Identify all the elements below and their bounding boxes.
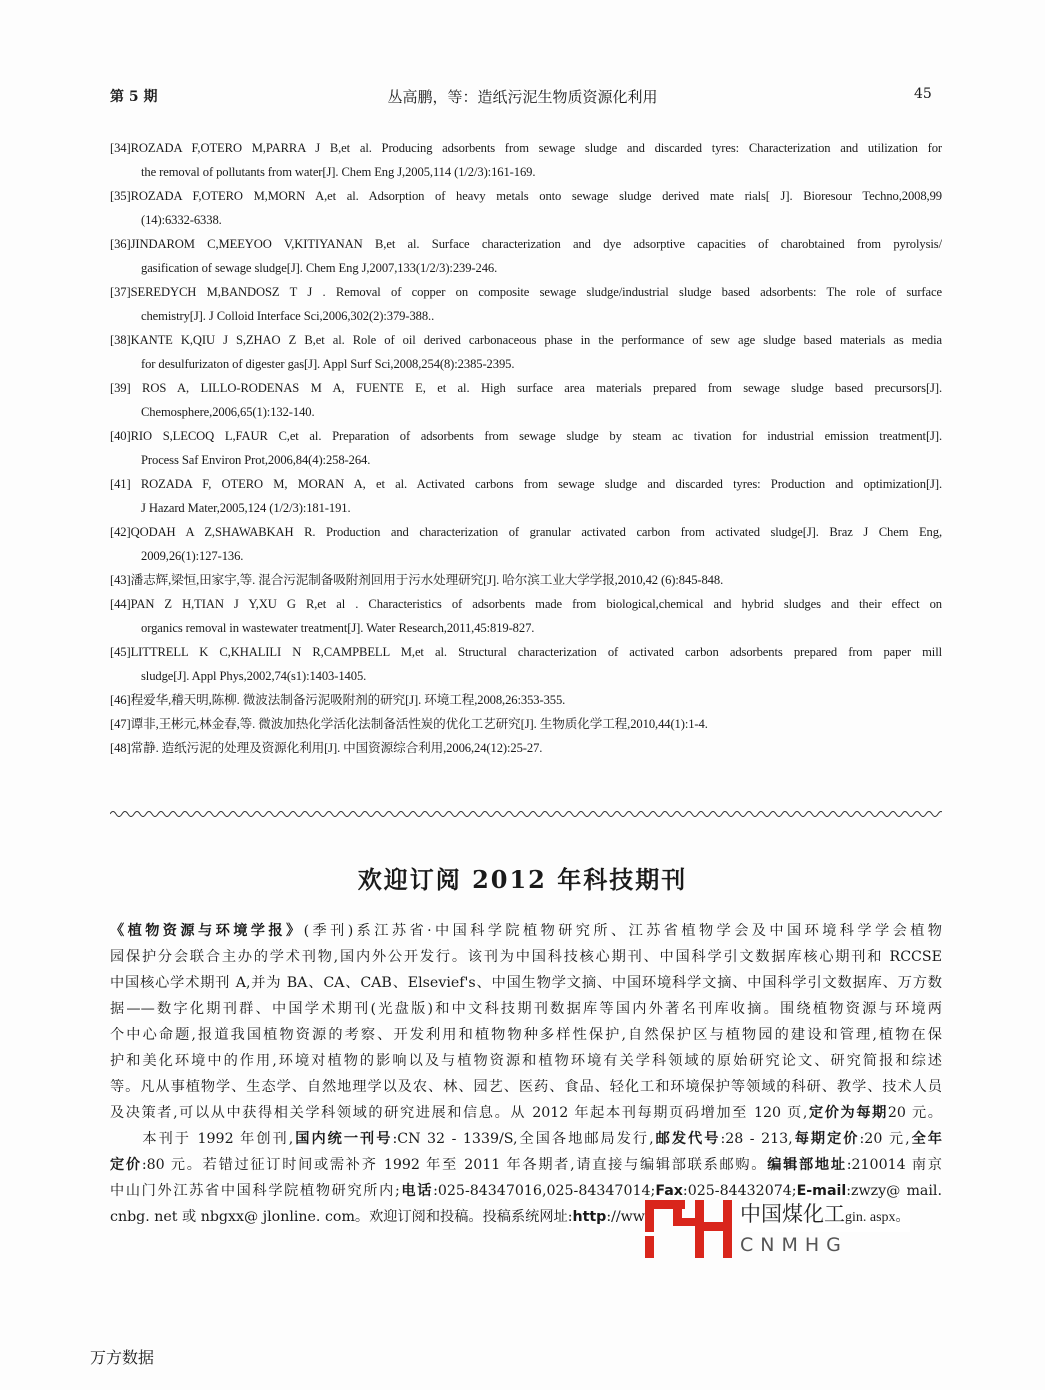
text-segment: :28 - 213, — [720, 1131, 793, 1147]
announcement-line — [110, 998, 942, 1020]
reference-item: [36]JINDAROM C,MEEYOO V,KITIYANAN B,et al. Surface characterization and dye adsorptive capacities of charobtained from pyrolysis/ — [110, 237, 942, 251]
bold-label: 定价为每期 — [807, 1105, 888, 1121]
text-segment: :zwzy@ mail. — [846, 1183, 942, 1199]
reference-item-continuation: the removal of pollutants from water[J]. Chem Eng J,2005,114 (1/2/3):161-169. — [141, 165, 536, 179]
announcement-title: 欢迎订阅 2012 年科技期刊 — [357, 865, 688, 894]
text-segment: ://ww — [606, 1209, 645, 1225]
reference-item-continuation: chemistry[J]. J Colloid Interface Sci,2006,302(2):379-388.. — [141, 309, 435, 323]
text-segment: :025-84432074; — [682, 1183, 797, 1199]
running-title: 丛高鹏，等：造纸污泥生物质资源化利用 — [387, 88, 658, 106]
bold-label: Fax — [655, 1183, 683, 1199]
issue-number: 第 5 期 — [110, 89, 158, 105]
reference-item: [39] ROS A, LILLO-RODENAS M A, FUENTE E, et al. High surface area materials prepared from sewage sludge based precursors[J]. — [110, 381, 942, 395]
text-segment: 中山门外江苏省中国科学院植物研究所内; — [110, 1183, 400, 1199]
text-segment: 园保护分会联合主办的学术刊物,国内外公开发行。该刊为中国科技核心期刊、中国科学引文数据库核心期刊和 RCCSE — [110, 949, 942, 965]
text-segment: cnbg. net 或 nbgxx@ jlonline. com。欢迎订阅和投稿。投稿系统网址: — [110, 1209, 573, 1225]
text-segment: :025-84347016,025-84347014; — [433, 1183, 656, 1199]
bold-label: E-mail — [796, 1183, 847, 1199]
announcement-line — [110, 1076, 942, 1098]
text-segment: 护和美化环境中的作用,环境对植物的影响以及与植物资源和植物环境有关学科领域的原始研究论文、研究简报和综述 — [110, 1053, 942, 1069]
reference-item-continuation: (14):6332-6338. — [141, 213, 222, 227]
reference-item-continuation: organics removal in wastewater treatment[J]. Water Research,2011,45:819-827. — [141, 621, 535, 635]
text-segment: :CN 32 - 1339/S,全国各地邮局发行, — [392, 1131, 654, 1147]
page-number: 45 — [914, 86, 932, 102]
text-segment: 本刊于 1992 年创刊, — [110, 1131, 294, 1147]
announcement-line — [110, 1128, 942, 1150]
reference-item-continuation: Process Saf Environ Prot,2006,84(4):258-264. — [141, 453, 371, 467]
reference-item: [42]QODAH A Z,SHAWABKAH R. Production and characterization of granular activated carbon from activated sludge[J]. Braz J Chem Eng, — [110, 525, 942, 539]
announcement-line — [110, 972, 942, 994]
bold-label: http — [572, 1209, 607, 1225]
reference-item: [34]ROZADA F,OTERO M,PARRA J B,et al. Producing adsorbents from sewage sludge and discarded tyres: Characterization and utilization for — [110, 141, 942, 155]
reference-item-continuation: gasification of sewage sludge[J]. Chem Eng J,2007,133(1/2/3):239-246. — [141, 261, 498, 275]
text-segment: (季刊)系江苏省·中国科学院植物研究所、江苏省植物学会及中国环境科学学会植物 — [303, 923, 942, 939]
reference-item: [37]SEREDYCH M,BANDOSZ T J . Removal of copper on composite sewage sludge/industrial sludge based adsorbents: The role of surface — [110, 285, 942, 299]
reference-item-continuation: 2009,26(1):127-136. — [141, 549, 244, 563]
text-segment: :210014 南京 — [846, 1157, 942, 1173]
text-segment: :80 元。若错过征订时间或需补齐 1992 年至 2011 年各期者,请直接与编辑部联系邮购。 — [141, 1157, 768, 1173]
reference-item: [41] ROZADA F, OTERO M, MORAN A, et al. Activated carbons from sewage sludge and discarded tyres: Production and optimization[J]. — [110, 477, 942, 491]
bold-label: 定价 — [110, 1157, 142, 1173]
text-segment: 个中心命题,报道我国植物资源的考察、开发利用和植物物种多样性保护,自然保护区与植物园的建设和管理,植物在保 — [110, 1027, 942, 1043]
text-segment: :20 元, — [859, 1131, 910, 1147]
source-footer: 万方数据 — [90, 1348, 155, 1367]
announcement-line — [110, 946, 942, 968]
reference-item-continuation: for desulfurizaton of digester gas[J]. Appl Surf Sci,2008,254(8):2385-2395. — [141, 357, 515, 371]
text-segment: 中国核心学术期刊 A,并为 BA、CA、CAB、Elsevief's、中国生物学文摘、中国环境科学文摘、中国科学引文数据库、万方数 — [110, 975, 942, 991]
announcement-line — [110, 1180, 942, 1202]
reference-item-continuation: sludge[J]. Appl Phys,2002,74(s1):1403-1405. — [141, 669, 367, 683]
announcement-line — [110, 1050, 942, 1072]
text-segment: 等。凡从事植物学、生态学、自然地理学以及农、林、园艺、医药、食品、轻化工和环境保护等领域的科研、教学、技术人员 — [110, 1079, 942, 1095]
text-segment: 20 元。 — [887, 1105, 942, 1121]
bold-label: 全年 — [909, 1131, 942, 1147]
bold-label: 每期定价 — [792, 1131, 860, 1147]
bold-label: 电话 — [399, 1183, 434, 1199]
reference-item: [44]PAN Z H,TIAN J Y,XU G R,et al . Characteristics of adsorbents made from biological,chemical and hybrid sludges and their effect on — [110, 597, 942, 611]
reference-item: [48]常静. 造纸污泥的处理及资源化利用[J]. 中国资源综合利用,2006,24(12):25-27. — [110, 741, 543, 755]
reference-item: [47]谭非,王彬元,林金春,等. 微波加热化学活化法制备活性炭的优化工艺研究[J]. 生物质化学工程,2010,44(1):1-4. — [110, 717, 708, 731]
reference-item: [35]ROZADA F,OTERO M,MORN A,et al. Adsorption of heavy metals onto sewage sludge derived mate rials[ J]. Bioresour Techno,2008,99 — [110, 189, 942, 203]
reference-item: [46]程爱华,稽天明,陈柳. 微波法制备污泥吸附剂的研究[J]. 环境工程,2008,26:353-355. — [110, 693, 566, 707]
text-segment: 据——数字化期刊群、中国学术期刊(光盘版)和中文科技期刊数据库等国内外著名刊库收摘。围绕植物资源与环境两 — [110, 1001, 942, 1017]
announcement-line — [110, 1024, 942, 1046]
announcement-line — [110, 1154, 942, 1176]
bold-label: 编辑部地址 — [767, 1157, 847, 1173]
reference-item: [43]潘志辉,梁恒,田家宇,等. 混合污泥制备吸附剂回用于污水处理研究[J]. 哈尔滨工业大学学报,2010,42 (6):845-848. — [110, 573, 724, 587]
reference-item-continuation: J Hazard Mater,2005,124 (1/2/3):181-191. — [141, 501, 351, 515]
reference-item-continuation: Chemosphere,2006,65(1):132-140. — [141, 405, 315, 419]
bold-label: 邮发代号 — [653, 1131, 721, 1147]
decorative-divider — [110, 808, 942, 820]
watermark-text: 中国煤化工gin. aspx。 — [740, 1200, 910, 1232]
text-segment: 及决策者,可以从中获得相关学科领域的研究进展和信息。从 2012 年起本刊每期页码增加至 120 页, — [110, 1105, 808, 1121]
url-tail: gin. aspx。 — [845, 1210, 910, 1225]
announcement-line — [110, 1102, 942, 1124]
announcement-line — [110, 920, 942, 942]
watermark-subtext: CNMHG — [740, 1234, 848, 1256]
reference-item: [38]KANTE K,QIU J S,ZHAO Z B,et al. Role of oil derived carbonaceous phase in the performance of sew age sludge based materials as media — [110, 333, 942, 347]
reference-item: [45]LITTRELL K C,KHALILI N R,CAMPBELL M,et al. Structural characterization of activated carbon adsorbents prepared from paper mill — [110, 645, 942, 659]
bold-label: 国内统一刊号 — [293, 1131, 393, 1147]
reference-item: [40]RIO S,LECOQ L,FAUR C,et al. Preparation of adsorbents from sewage sludge by steam ac tivation for industrial emission treatment[J]. — [110, 429, 942, 443]
bold-label: 《植物资源与环境学报》 — [110, 923, 304, 939]
